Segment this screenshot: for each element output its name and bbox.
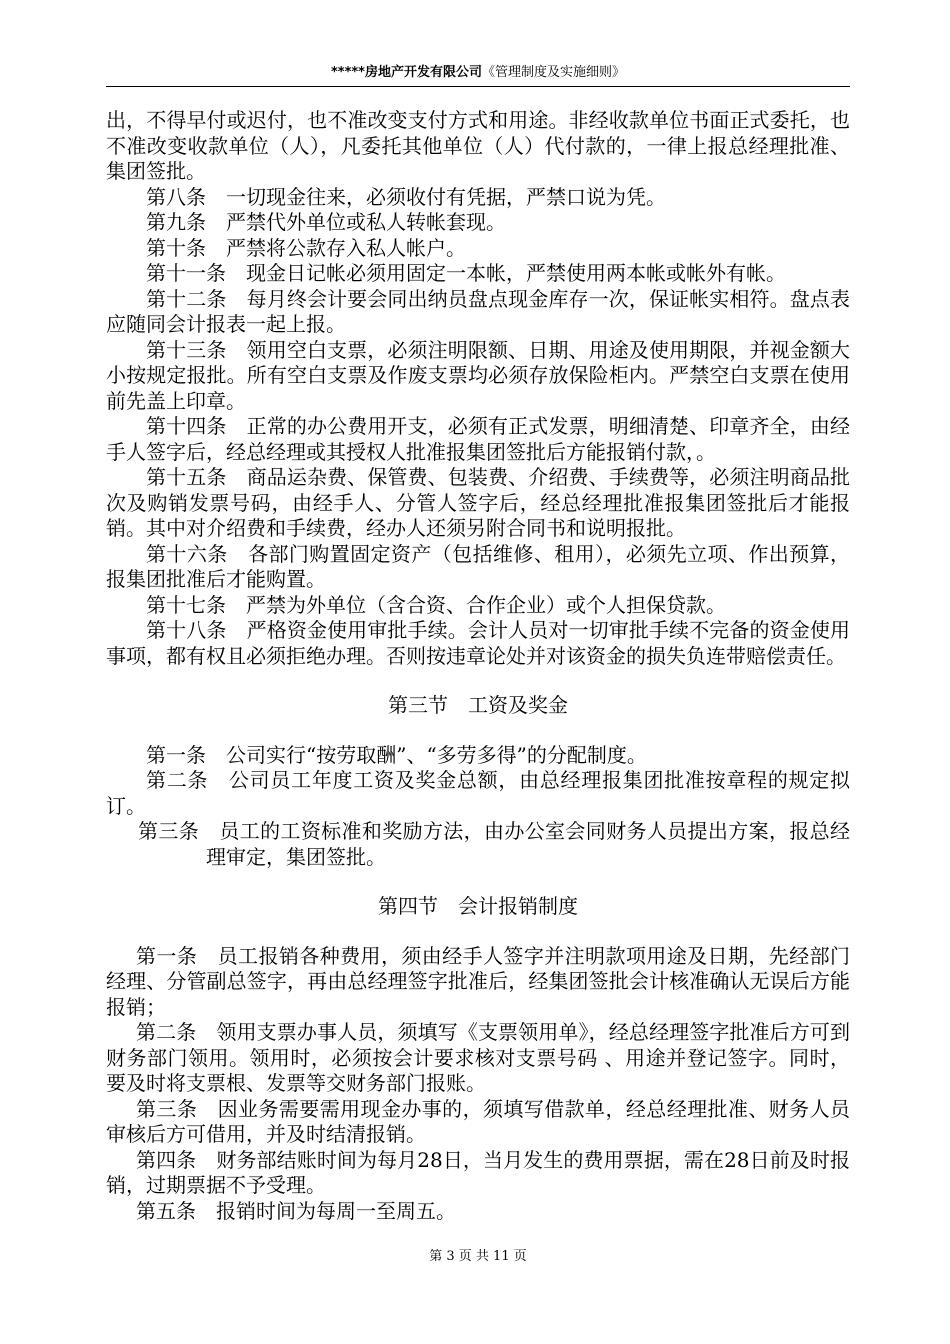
header-doc-title: 《管理制度及实施细则》 (481, 65, 625, 80)
section-4-article-5: 第五条 报销时间为每周一至周五。 (136, 1198, 456, 1223)
section-4-title: 第四节 会计报销制度 (378, 894, 578, 918)
header-divider (106, 86, 850, 87)
article-13: 第十三条 领用空白支票，必须注明限额、日期、用途及使用期限，并视金额大小按规定报批。所有空白支票及作废支票均必须存放保险柜内。严禁空白支票在使用前先盖上印章。 (106, 337, 850, 413)
header-company: *****房地产开发有限公司 (330, 65, 482, 80)
page-number: 第 3 页 共 11 页 (429, 1249, 527, 1264)
article-9: 第九条 严禁代外单位或私人转帐套现。 (146, 210, 506, 234)
section-3-title: 第三节 工资及奖金 (388, 693, 568, 717)
article-8: 第八条 一切现金往来，必须收付有凭据，严禁口说为凭。 (146, 184, 666, 209)
section-4-article-3: 第三条 因业务需要需用现金办事的，须填写借款单，经总经理批准、财务人员审核后方可借用，并及时结清报销。 (106, 1096, 850, 1146)
article-10: 第十条 严禁将公款存入私人帐户。 (146, 235, 466, 260)
section-4-article-4: 第四条 财务部结账时间为每月28日，当月发生的费用票据，需在28日前及时报销，过期票据不予受理。 (106, 1147, 850, 1197)
article-15: 第十五条 商品运杂费、保管费、包装费、介绍费、手续费等，必须注明商品批次及购销发票号码，由经手人、分管人签字后，经总经理批准报集团签批后才能报销。其中对介绍费和手续费，经办人还须另附合同书和说明报批。 (106, 465, 850, 540)
section-3-article-1: 第一条 公司实行“按劳取酬”、“多劳多得”的分配制度。 (146, 742, 647, 767)
article-18: 第十八条 严格资金使用审批手续。会计人员对一切审批手续不完备的资金使用事项，都有权且必须拒绝办理。否则按违章论处并对该资金的损失负连带赔偿责任。 (106, 618, 850, 668)
article-14: 第十四条 正常的办公费用开支，必须有正式发票，明细清楚、印章齐全，由经手人签字后，经总经理或其授权人批准报集团签批后方能报销付款，。 (106, 414, 850, 464)
article-16: 第十六条 各部门购置固定资产（包括维修、租用），必须先立项、作出预算，报集团批准后才能购置。 (106, 541, 850, 591)
section-3-article-3: 第三条 员工的工资标准和奖励方法，由办公室会同财务人员提出方案，报总经理审定，集团签批。 (138, 819, 850, 869)
section-3-article-2: 第二条 公司员工年度工资及奖金总额，由总经理报集团批准按章程的规定拟订。 (106, 768, 850, 818)
paragraph-continuation: 出，不得早付或迟付，也不准改变支付方式和用途。非经收款单位书面正式委托，也不准改变收款单位（人），凡委托其他单位（人）代付款的，一律上报总经理批准、集团签批。 (106, 108, 850, 183)
article-17: 第十七条 严禁为外单位（含合资、合作企业）或个人担保贷款。 (146, 592, 726, 617)
article-12: 第十二条 每月终会计要会同出纳员盘点现金库存一次，保证帐实相符。盘点表应随同会计报表一起上报。 (106, 286, 850, 336)
document-body (106, 108, 850, 1224)
page-footer (106, 1248, 850, 1266)
article-11: 第十一条 现金日记帐必须用固定一本帐，严禁使用两本帐或帐外有帐。 (146, 261, 786, 285)
page-header (106, 64, 850, 82)
section-4-article-1: 第一条 员工报销各种费用，须由经手人签字并注明款项用途及日期，先经部门经理、分管副总签字，再由总经理签字批准后，经集团签批会计核准确认无误后方能报销； (106, 943, 850, 1019)
section-4-article-2: 第二条 领用支票办事人员，须填写《支票领用单》，经总经理签字批准后方可到财务部门领用。领用时，必须按会计要求核对支票号码 、用途并登记签字。同时，要及时将支票根、发票等交财务部门报账。 (106, 1020, 850, 1095)
